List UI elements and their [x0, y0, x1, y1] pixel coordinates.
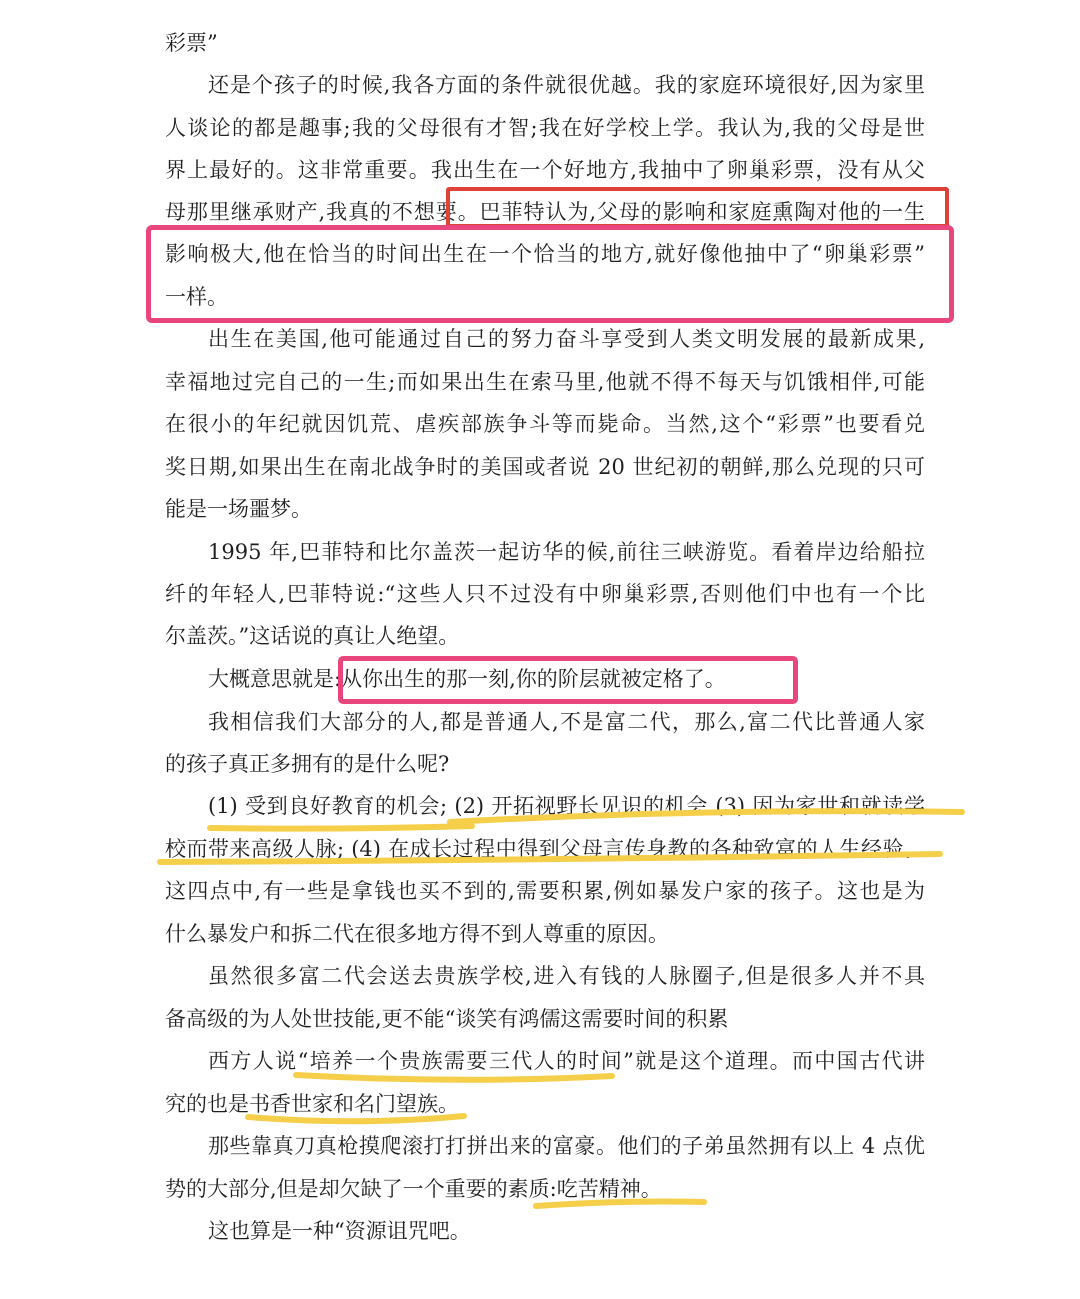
text-line: 这四点中,有一些是拿钱也买不到的,需要积累,例如暴发户家的孩子。这也是为	[165, 879, 925, 903]
text-line: 出生在美国,他可能通过自己的努力奋斗享受到人类文明发展的最新成果,	[208, 327, 925, 351]
text-line: 校而带来高级人脉; (4) 在成长过程中得到父母言传身教的各种致富的人生经验。	[165, 837, 925, 861]
text-line: 什么暴发户和拆二代在很多地方得不到人尊重的原因。	[165, 922, 669, 946]
text-line: 影响极大,他在恰当的时间出生在一个恰当的地方,就好像他抽中了“卵巢彩票”	[165, 242, 925, 266]
text-line: 幸福地过完自己的一生;而如果出生在索马里,他就不得不每天与饥饿相伴,可能	[165, 370, 925, 394]
underline-stroke	[210, 826, 472, 829]
text-line: 这也算是一种“资源诅咒吧。	[208, 1219, 471, 1243]
text-line: 彩票”	[165, 31, 218, 55]
text-line: 在很小的年纪就因饥荒、虐疾部族争斗等而毙命。当然,这个“彩票”也要看兑	[165, 412, 925, 436]
text-line: 大概意思就是:从你出生的那一刻,你的阶层就被定格了。	[208, 667, 726, 691]
text-line: 纤的年轻人,巴菲特说:“这些人只不过没有中卵巢彩票,否则他们中也有一个比	[165, 582, 925, 606]
text-line: 1995 年,巴菲特和比尔盖茨一起访华的候,前往三峡游览。看着岸边给船拉	[208, 540, 925, 564]
text-line: 究的也是书香世家和名门望族。	[165, 1092, 459, 1116]
text-line: 尔盖茨。”这话说的真让人绝望。	[165, 624, 460, 648]
text-line: 界上最好的。这非常重要。我出生在一个好地方,我抽中了卵巢彩票，没有从父	[165, 158, 925, 182]
text-line: 人谈论的都是趣事;我的父母很有才智;我在好学校上学。我认为,我的父母是世	[165, 116, 925, 140]
text-line: (1) 受到良好教育的机会; (2) 开拓视野长见识的机会 (3) 因为家世和就读学	[208, 794, 925, 818]
text-line: 势的大部分,但是却欠缺了一个重要的素质:吃苦精神。	[165, 1177, 662, 1201]
text-line: 还是个孩子的时候,我各方面的条件就很优越。我的家庭环境很好,因为家里	[208, 73, 925, 97]
text-line: 西方人说“培养一个贵族需要三代人的时间”就是这个道理。而中国古代讲	[208, 1049, 925, 1073]
text-line: 一样。	[165, 285, 228, 309]
text-line: 能是一场噩梦。	[165, 497, 312, 521]
text-line: 备高级的为人处世技能,更不能“谈笑有鸿儒这需要时间的积累	[165, 1007, 729, 1031]
text-line: 那些靠真刀真枪摸爬滚打打拼出来的富豪。他们的子弟虽然拥有以上 4 点优	[208, 1134, 925, 1158]
text-line: 我相信我们大部分的人,都是普通人,不是富二代，那么,富二代比普通人家	[208, 710, 925, 734]
text-line: 的孩子真正多拥有的是什么呢?	[165, 752, 450, 776]
text-line: 母那里继承财产,我真的不想要。巴菲特认为,父母的影响和家庭熏陶对他的一生	[165, 200, 925, 224]
text-line: 虽然很多富二代会送去贵族学校,进入有钱的人脉圈子,但是很多人并不具	[208, 964, 925, 988]
text-line: 奖日期,如果出生在南北战争时的美国或者说 20 世纪初的朝鲜,那么兑现的只可	[165, 455, 925, 479]
